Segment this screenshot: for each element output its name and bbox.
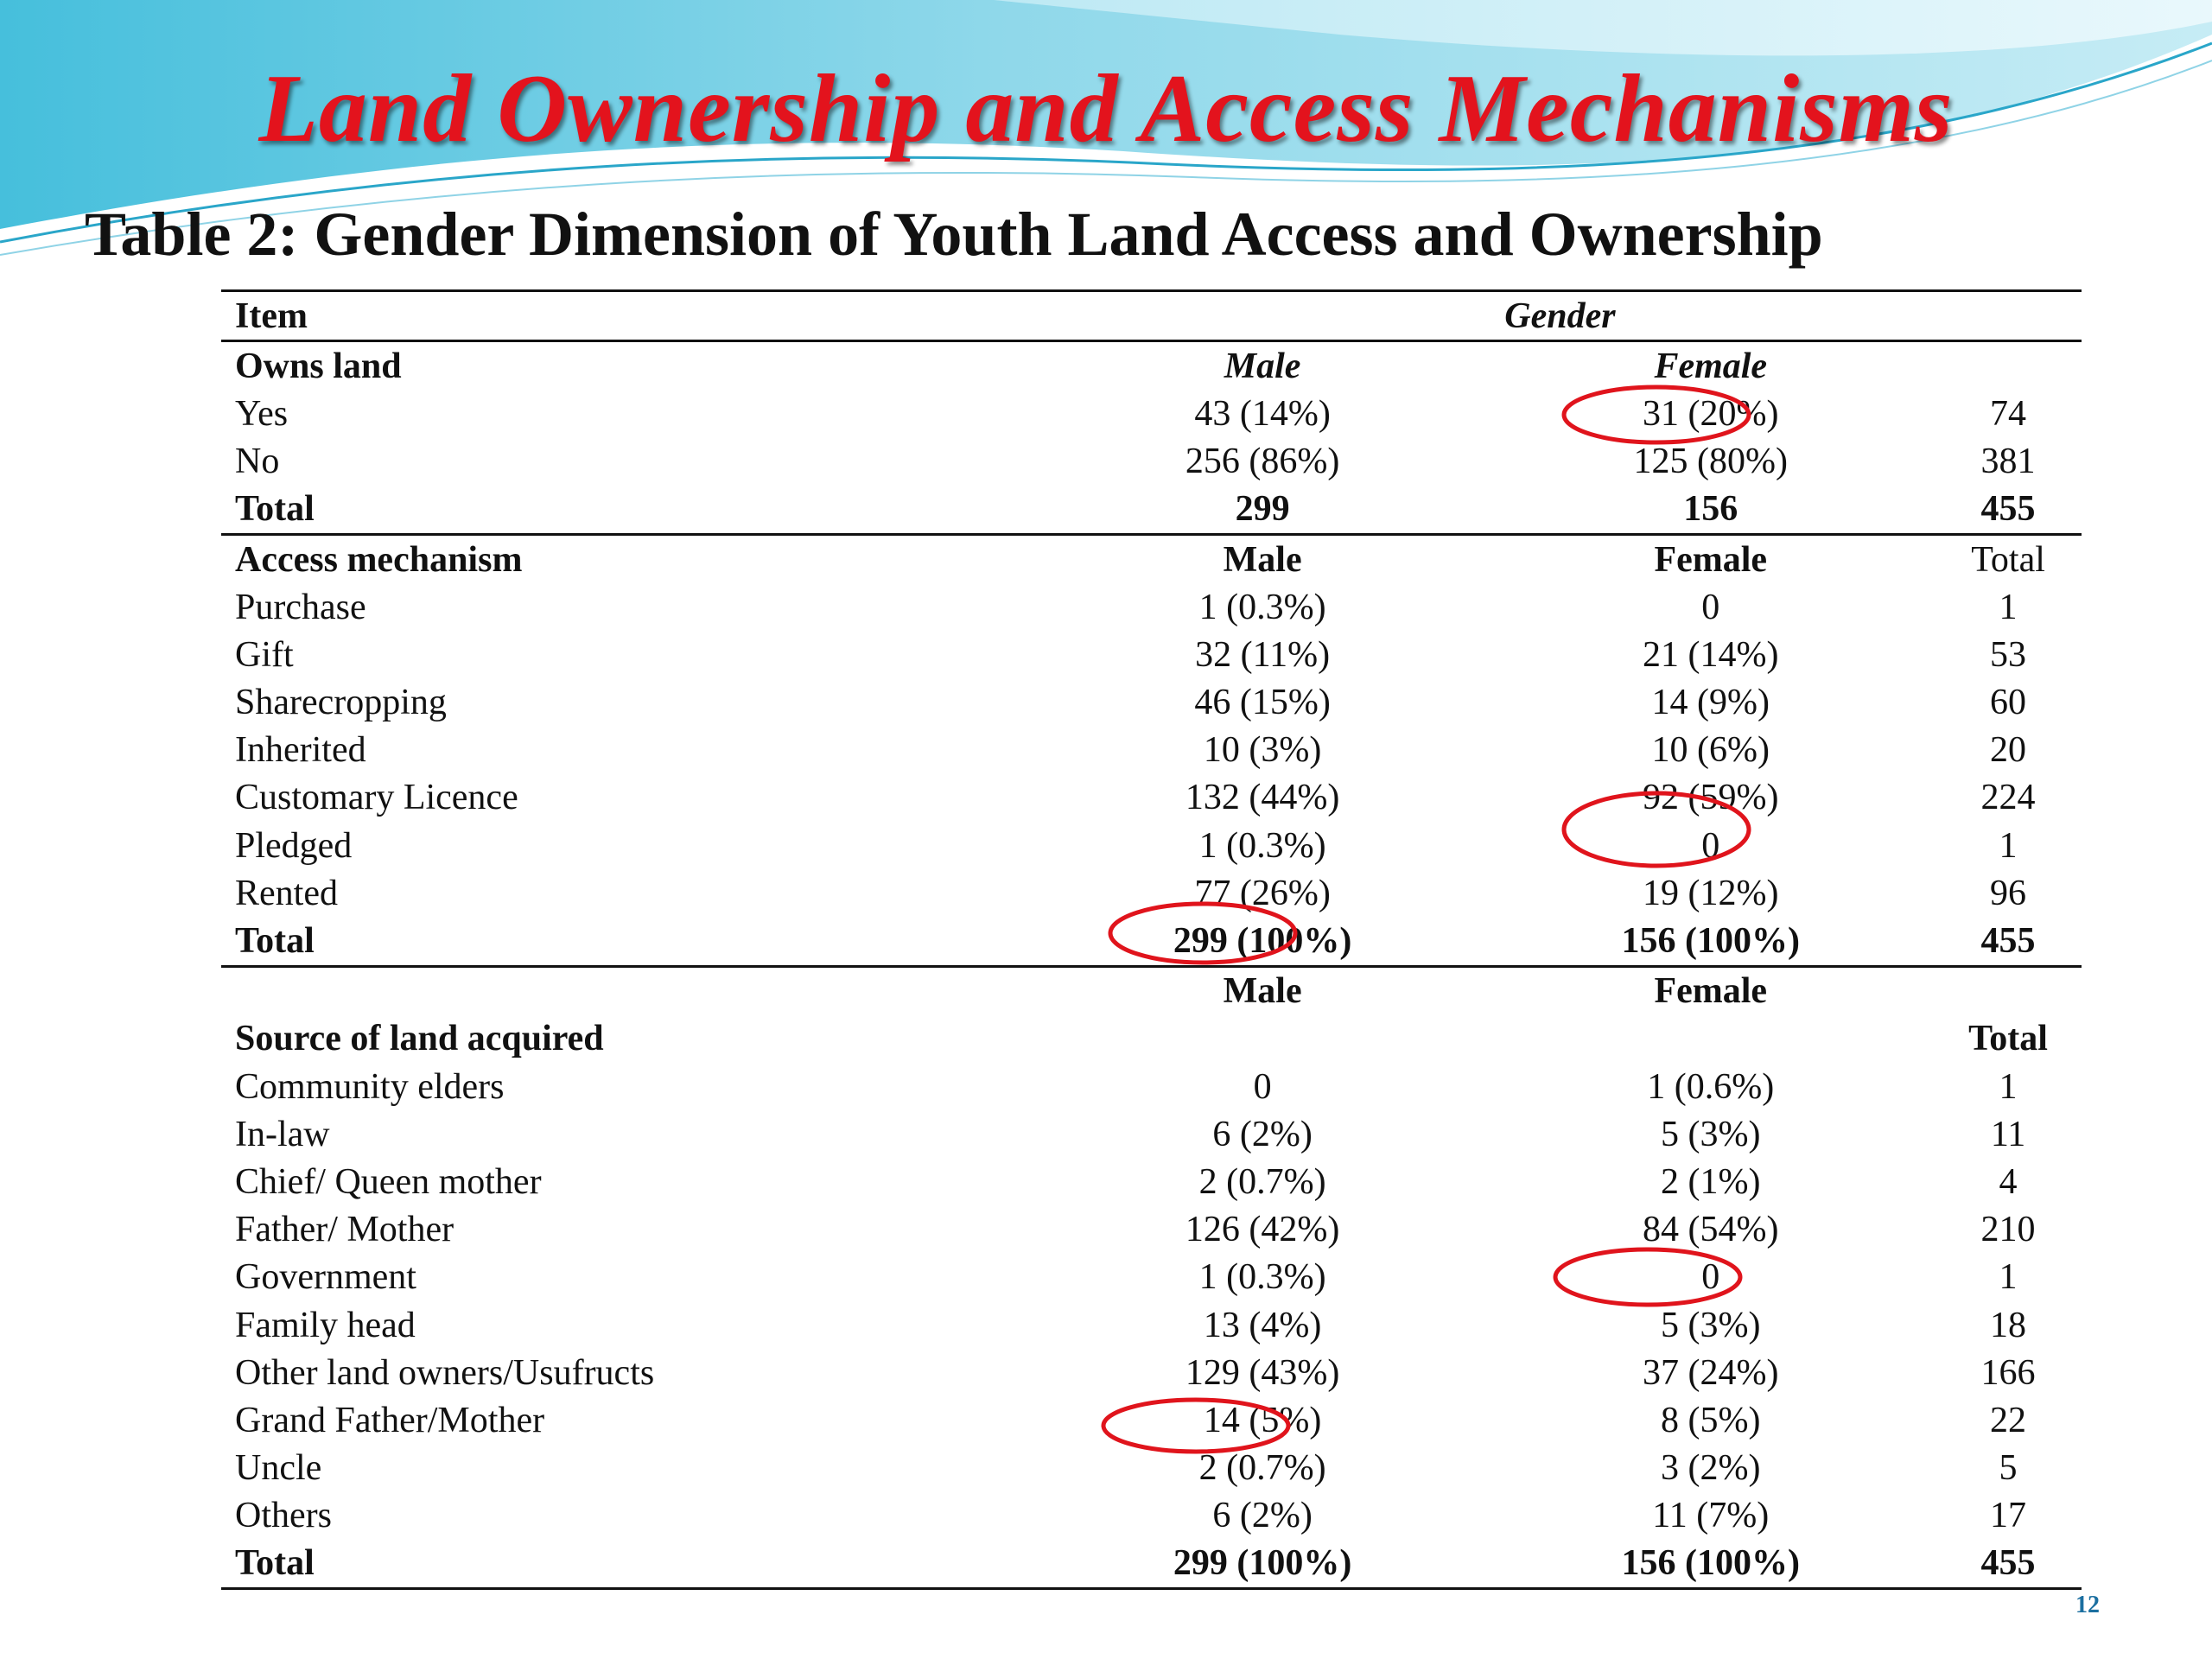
row-label: Pledged	[235, 825, 353, 866]
total-value: 455	[1935, 1540, 2082, 1589]
female-value: 0	[1701, 1257, 1720, 1298]
gender-table-container	[221, 289, 2082, 1590]
female-value: 5 (3%)	[1661, 1114, 1761, 1154]
row-label: Rented	[235, 873, 338, 913]
female-value: 156 (100%)	[1486, 1540, 1935, 1589]
male-value: 46 (15%)	[1194, 683, 1331, 723]
owns-land-heading: Owns land	[235, 346, 402, 386]
row-label: Chief/ Queen mother	[235, 1161, 542, 1202]
female-value: 3 (2%)	[1661, 1448, 1761, 1489]
owns-land-total-row	[221, 486, 2082, 535]
source-of-land-total-row	[221, 1540, 2082, 1589]
table-row	[221, 438, 2082, 486]
female-value: 84 (54%)	[1643, 1210, 1779, 1250]
table-row	[221, 727, 2082, 774]
female-label: Female	[1654, 346, 1768, 386]
row-label: In-law	[235, 1114, 330, 1154]
total-value: 224	[1980, 778, 2036, 818]
row-label: Total	[221, 1540, 1039, 1589]
gender-column-header: Gender	[1039, 291, 2082, 341]
table-row	[221, 1110, 2082, 1158]
row-label: Gift	[235, 634, 294, 675]
row-label: Inherited	[235, 730, 366, 771]
empty-cell	[1935, 966, 2082, 1015]
row-label: Total	[221, 917, 1039, 966]
female-value: 14 (9%)	[1651, 683, 1770, 723]
male-value: 1 (0.3%)	[1198, 587, 1326, 627]
source-of-land-heading-row	[221, 1015, 2082, 1063]
male-value: 132 (44%)	[1185, 778, 1340, 818]
empty-cell	[1486, 1015, 1935, 1063]
male-label: Male	[1223, 971, 1302, 1012]
total-value: 210	[1980, 1210, 2036, 1250]
total-value: 381	[1980, 442, 2036, 482]
male-value: 6 (2%)	[1212, 1114, 1313, 1154]
empty-cell	[1039, 1015, 1487, 1063]
access-mechanism-heading: Access mechanism	[235, 539, 523, 580]
female-value: 156	[1486, 486, 1935, 535]
empty-cell	[221, 966, 1039, 1015]
female-value: 1 (0.6%)	[1647, 1066, 1775, 1107]
total-value: 20	[1990, 730, 2027, 771]
female-label: Female	[1654, 539, 1768, 580]
access-mechanism-heading-row	[221, 534, 2082, 583]
male-value: 43 (14%)	[1194, 393, 1331, 434]
male-value: 14 (5%)	[1203, 1400, 1322, 1440]
source-of-land-heading: Source of land acquired	[235, 1019, 604, 1059]
male-value: 1 (0.3%)	[1198, 825, 1326, 866]
male-value: 129 (43%)	[1185, 1352, 1340, 1393]
table-row	[221, 869, 2082, 917]
female-value: 31 (20%)	[1643, 393, 1779, 434]
male-value: 13 (4%)	[1203, 1305, 1322, 1345]
row-label: Yes	[235, 393, 289, 434]
female-value: 0	[1701, 587, 1720, 627]
female-value: 37 (24%)	[1643, 1352, 1779, 1393]
female-label: Female	[1654, 971, 1768, 1012]
total-value: 455	[1935, 917, 2082, 966]
male-value: 2 (0.7%)	[1198, 1448, 1326, 1489]
male-value: 0	[1253, 1066, 1272, 1107]
total-value: 18	[1990, 1305, 2027, 1345]
table-row	[221, 1349, 2082, 1396]
table-row	[221, 1158, 2082, 1205]
row-label: Other land owners/Usufructs	[235, 1352, 655, 1393]
total-value: 53	[1990, 634, 2027, 675]
total-value: 1	[1999, 1257, 2018, 1298]
row-label: Uncle	[235, 1448, 322, 1489]
owns-land-heading-row	[221, 341, 2082, 391]
female-value: 156 (100%)	[1486, 917, 1935, 966]
total-value: 17	[1990, 1496, 2027, 1536]
table-row	[221, 822, 2082, 869]
table-row	[221, 390, 2082, 437]
female-value: 10 (6%)	[1651, 730, 1770, 771]
total-value: 96	[1990, 873, 2027, 913]
female-value: 92 (59%)	[1643, 778, 1779, 818]
table-row	[221, 1396, 2082, 1444]
source-gender-labels-row	[221, 966, 2082, 1015]
row-label: Government	[235, 1257, 416, 1298]
total-value: 1	[1999, 1066, 2018, 1107]
male-value: 256 (86%)	[1185, 442, 1340, 482]
table-row	[221, 679, 2082, 727]
male-label: Male	[1223, 539, 1302, 580]
table-header-row	[221, 291, 2082, 341]
total-value: 22	[1990, 1400, 2027, 1440]
row-label: Others	[235, 1496, 332, 1536]
female-value: 2 (1%)	[1661, 1161, 1761, 1202]
row-label: Community elders	[235, 1066, 505, 1107]
male-value: 299 (100%)	[1039, 917, 1487, 966]
row-label: Customary Licence	[235, 778, 518, 818]
row-label: Father/ Mother	[235, 1210, 454, 1250]
row-label: Grand Father/Mother	[235, 1400, 545, 1440]
table-row	[221, 1206, 2082, 1254]
female-value: 5 (3%)	[1661, 1305, 1761, 1345]
female-value: 8 (5%)	[1661, 1400, 1761, 1440]
female-value: 125 (80%)	[1633, 442, 1788, 482]
row-label: Total	[221, 486, 1039, 535]
gender-land-access-table	[221, 289, 2082, 1590]
female-value: 0	[1701, 825, 1720, 866]
row-label: Family head	[235, 1305, 416, 1345]
total-value: 166	[1980, 1352, 2036, 1393]
table-caption: Table 2: Gender Dimension of Youth Land Access and Ownership	[85, 200, 1823, 269]
total-value: 11	[1990, 1114, 2026, 1154]
male-value: 32 (11%)	[1195, 634, 1331, 675]
row-label: No	[235, 442, 280, 482]
item-column-header: Item	[221, 291, 1039, 341]
total-value: 1	[1999, 587, 2018, 627]
total-label: Total	[1968, 1019, 2048, 1059]
male-value: 299 (100%)	[1039, 1540, 1487, 1589]
male-value: 10 (3%)	[1203, 730, 1322, 771]
table-row	[221, 1254, 2082, 1301]
female-value: 19 (12%)	[1643, 873, 1779, 913]
empty-cell	[1935, 341, 2082, 391]
total-value: 4	[1999, 1161, 2018, 1202]
total-label: Total	[1971, 539, 2045, 580]
male-value: 2 (0.7%)	[1198, 1161, 1326, 1202]
table-row	[221, 631, 2082, 678]
male-value: 6 (2%)	[1212, 1496, 1313, 1536]
male-value: 299	[1039, 486, 1487, 535]
row-label: Sharecropping	[235, 683, 447, 723]
table-row	[221, 1492, 2082, 1540]
table-row	[221, 1063, 2082, 1110]
total-value: 1	[1999, 825, 2018, 866]
total-value: 60	[1990, 683, 2027, 723]
row-label: Purchase	[235, 587, 366, 627]
male-value: 1 (0.3%)	[1198, 1257, 1326, 1298]
female-value: 21 (14%)	[1643, 634, 1779, 675]
male-value: 126 (42%)	[1185, 1210, 1340, 1250]
table-row	[221, 774, 2082, 822]
male-value: 77 (26%)	[1194, 873, 1331, 913]
slide-title: Land Ownership and Access Mechanisms	[258, 55, 1954, 162]
access-mechanism-total-row	[221, 917, 2082, 966]
female-value: 11 (7%)	[1652, 1496, 1770, 1536]
table-row	[221, 1445, 2082, 1492]
total-value: 74	[1990, 393, 2027, 434]
total-value: 455	[1935, 486, 2082, 535]
total-value: 5	[1999, 1448, 2018, 1489]
page-number: 12	[2075, 1592, 2100, 1618]
table-row	[221, 583, 2082, 631]
table-row	[221, 1301, 2082, 1349]
male-label: Male	[1224, 346, 1301, 386]
